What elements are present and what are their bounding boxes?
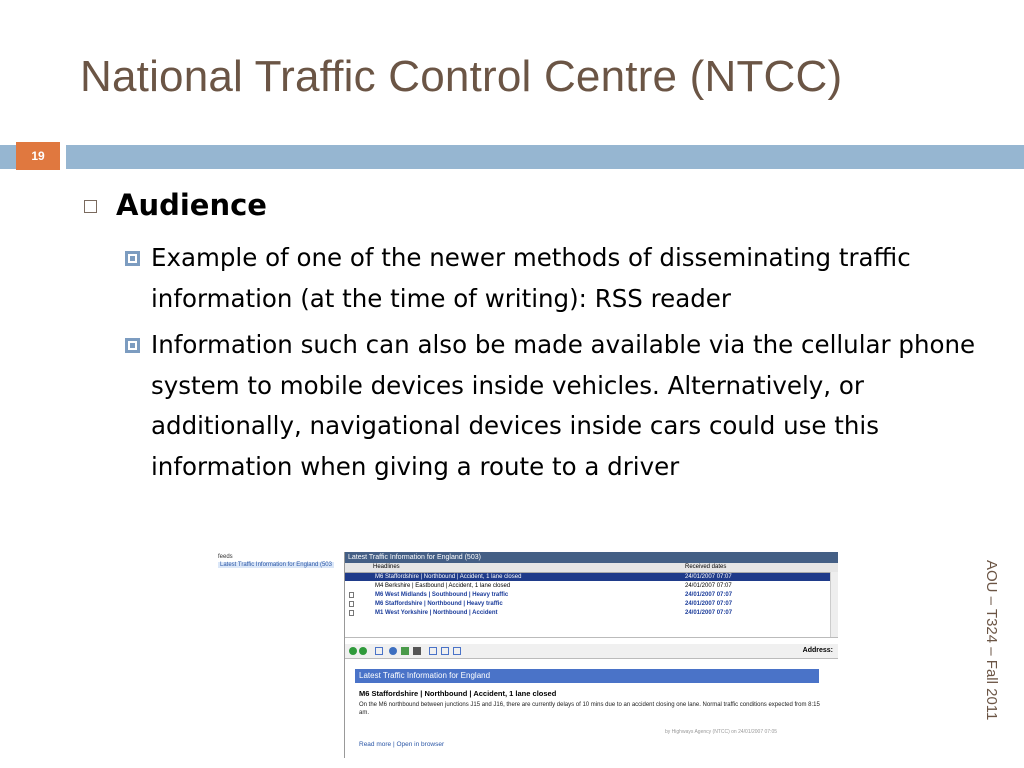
document-icon — [349, 601, 354, 607]
row-headline: M6 West Midlands | Southbound | Heavy traffic — [375, 592, 509, 598]
heading-audience: Audience — [116, 188, 267, 222]
slide-number: 19 — [16, 142, 60, 170]
window-icon — [375, 647, 383, 655]
preview-credit: by Highways Agency (NTCC) on 24/01/2007 07:05 — [665, 729, 778, 735]
layout-icon — [441, 647, 449, 655]
row-headline: M1 West Yorkshire | Northbound | Accident — [375, 610, 498, 616]
forward-icon — [359, 647, 367, 655]
preview-title: M6 Staffordshire | Northbound | Accident, 1 lane closed — [359, 689, 557, 698]
vertical-scrollbar — [830, 572, 838, 637]
pane-title: Latest Traffic Information for England (503) — [345, 552, 838, 563]
grid-header — [345, 563, 838, 573]
row-headline: M4 Berkshire | Eastbound | Accident, 1 lane closed — [375, 583, 511, 589]
hollow-square-bullet-icon — [84, 200, 97, 213]
document-icon — [349, 592, 354, 598]
row-date: 24/01/2007 07:07 — [685, 610, 733, 616]
square-bullet-icon — [125, 338, 140, 353]
bullet-text: Example of one of the newer methods of disseminating traffic information (at the time of writing): RSS reader — [151, 243, 911, 313]
row-date: 24/01/2007 07:07 — [685, 574, 732, 580]
headline-grid — [345, 563, 838, 638]
row-date: 24/01/2007 07:07 — [685, 601, 733, 607]
read-more-link: Read more — [359, 741, 392, 748]
table-row — [345, 600, 831, 608]
preview-pane — [345, 659, 838, 758]
square-bullet-icon — [125, 251, 140, 266]
link-separator: | — [391, 741, 397, 748]
table-row — [345, 582, 831, 590]
row-headline: M6 Staffordshire | Northbound | Accident, 1 lane closed — [375, 574, 522, 580]
help-icon — [413, 647, 421, 655]
address-label: Address: — [802, 647, 833, 654]
preview-text: On the M6 northbound between junctions J15 and J16, there are currently delays of 10 mins due to an accident closing one lane. Normal traffic conditions expected from 8:15 am. — [359, 702, 820, 716]
slide-title: National Traffic Control Centre (NTCC) — [80, 52, 843, 101]
row-date: 24/01/2007 07:07 — [685, 583, 732, 589]
reader-pane — [344, 552, 838, 758]
preview-links — [359, 741, 444, 748]
table-row — [345, 591, 831, 599]
globe-icon — [389, 647, 397, 655]
column-received-dates: Received dates — [685, 564, 727, 570]
footer-text: AOU – T324 – Fall 2011 — [983, 560, 1000, 721]
bullet-text: Information such can also be made available via the cellular phone system to mobile devices inside vehicles. Alternatively, or additionally, navigational devices inside cars could use this information when giving a route to a driver — [151, 330, 976, 481]
table-row — [345, 573, 831, 581]
table-row — [345, 609, 831, 617]
row-date: 24/01/2007 07:07 — [685, 592, 733, 598]
refresh-icon — [401, 647, 409, 655]
feed-item: Latest Traffic Information for England (503 — [220, 562, 332, 568]
row-headline: M6 Staffordshire | Northbound | Heavy traffic — [375, 601, 503, 607]
rss-reader-screenshot — [216, 552, 838, 758]
layout-icon — [453, 647, 461, 655]
preview-heading: Latest Traffic Information for England — [355, 669, 819, 683]
reader-toolbar — [345, 644, 838, 659]
feeds-tree — [216, 552, 344, 758]
document-icon — [349, 610, 354, 616]
column-headlines: Headlines — [373, 564, 400, 570]
back-icon — [349, 647, 357, 655]
feeds-label: feeds — [218, 554, 233, 560]
layout-icon — [429, 647, 437, 655]
open-in-browser-link: Open in browser — [396, 741, 445, 748]
side-footer — [983, 560, 1014, 760]
